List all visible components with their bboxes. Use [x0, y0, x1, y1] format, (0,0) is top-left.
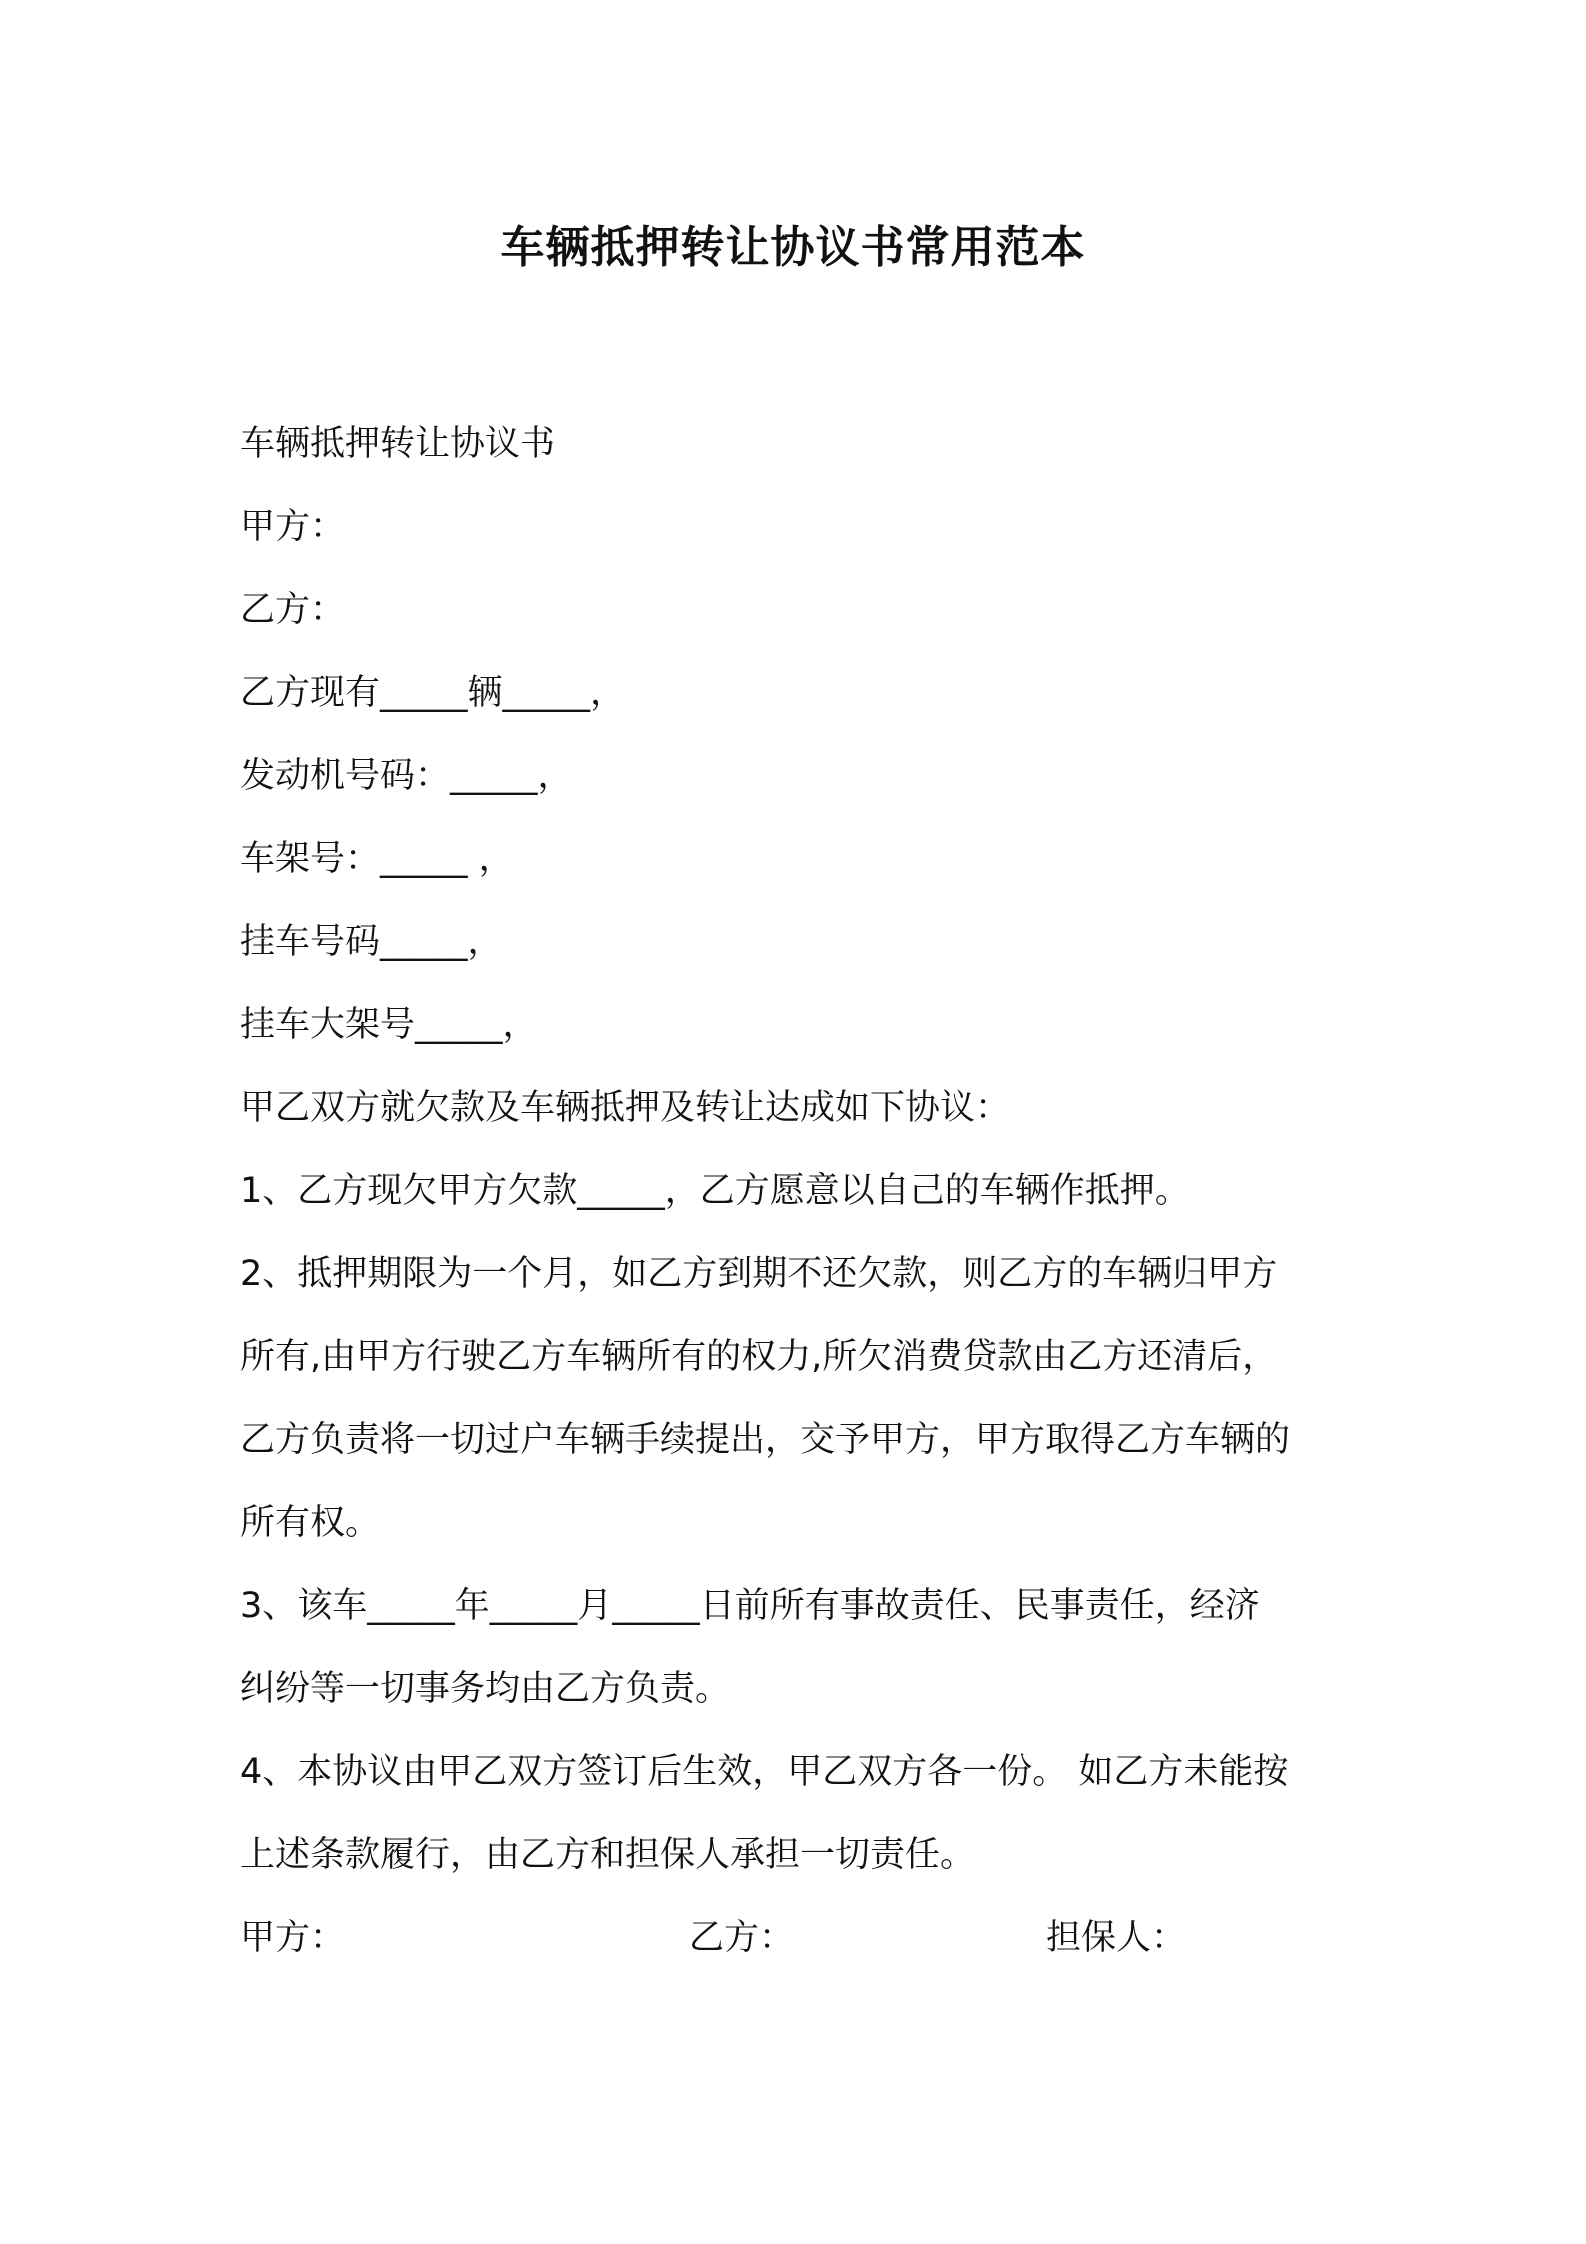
- trailer-number-line: 挂车号码_____，: [240, 922, 503, 962]
- agreement-intro: 甲乙双方就欠款及车辆抵押及转让达成如下协议：: [240, 1088, 1011, 1128]
- frame-number-line: 车架号：_____ ，: [240, 839, 514, 879]
- clause-3: [240, 1565, 1360, 1731]
- vehicle-line: 乙方现有_____辆_____，: [240, 673, 626, 713]
- trailer-frame-line: 挂车大架号_____，: [240, 1005, 538, 1045]
- clause-3-line: 3、该车_____年_____月_____日前所有事故责任、民事责任，经济: [240, 1586, 1260, 1626]
- signature-row: [240, 1897, 1360, 1980]
- document-title: 车辆抵押转让协议书常用范本: [500, 222, 1086, 273]
- party-b-label: 乙方：: [240, 590, 346, 630]
- engine-number-line: 发动机号码：_____，: [240, 756, 573, 796]
- clause-4: [240, 1731, 1360, 1897]
- clause-2-line: 乙方负责将一切过户车辆手续提出，交予甲方，甲方取得乙方车辆的: [240, 1420, 1291, 1460]
- signature-guarantor: 担保人：: [1046, 1918, 1187, 1958]
- agreement-subtitle: 车辆抵押转让协议书: [240, 424, 556, 464]
- clause-2: [240, 1233, 1360, 1565]
- clause-3-line: 纠纷等一切事务均由乙方负责。: [240, 1669, 731, 1709]
- signature-party-a: 甲方：: [240, 1918, 346, 1958]
- clause-2-line: 所有,由甲方行驶乙方车辆所有的权力,所欠消费贷款由乙方还清后，: [240, 1337, 1278, 1377]
- clause-1: 1、乙方现欠甲方欠款_____，乙方愿意以自己的车辆作抵押。: [240, 1171, 1190, 1211]
- clause-4-line: 4、本协议由甲乙双方签订后生效，甲乙双方各一份。 如乙方未能按: [240, 1752, 1289, 1792]
- clause-4-line: 上述条款履行，由乙方和担保人承担一切责任。: [240, 1835, 976, 1875]
- party-a-label: 甲方：: [240, 507, 346, 547]
- document-body: [240, 403, 1360, 1980]
- signature-party-b: 乙方：: [689, 1918, 795, 1958]
- clause-2-line: 2、抵押期限为一个月，如乙方到期不还欠款，则乙方的车辆归甲方: [240, 1254, 1278, 1294]
- clause-2-line: 所有权。: [240, 1503, 381, 1543]
